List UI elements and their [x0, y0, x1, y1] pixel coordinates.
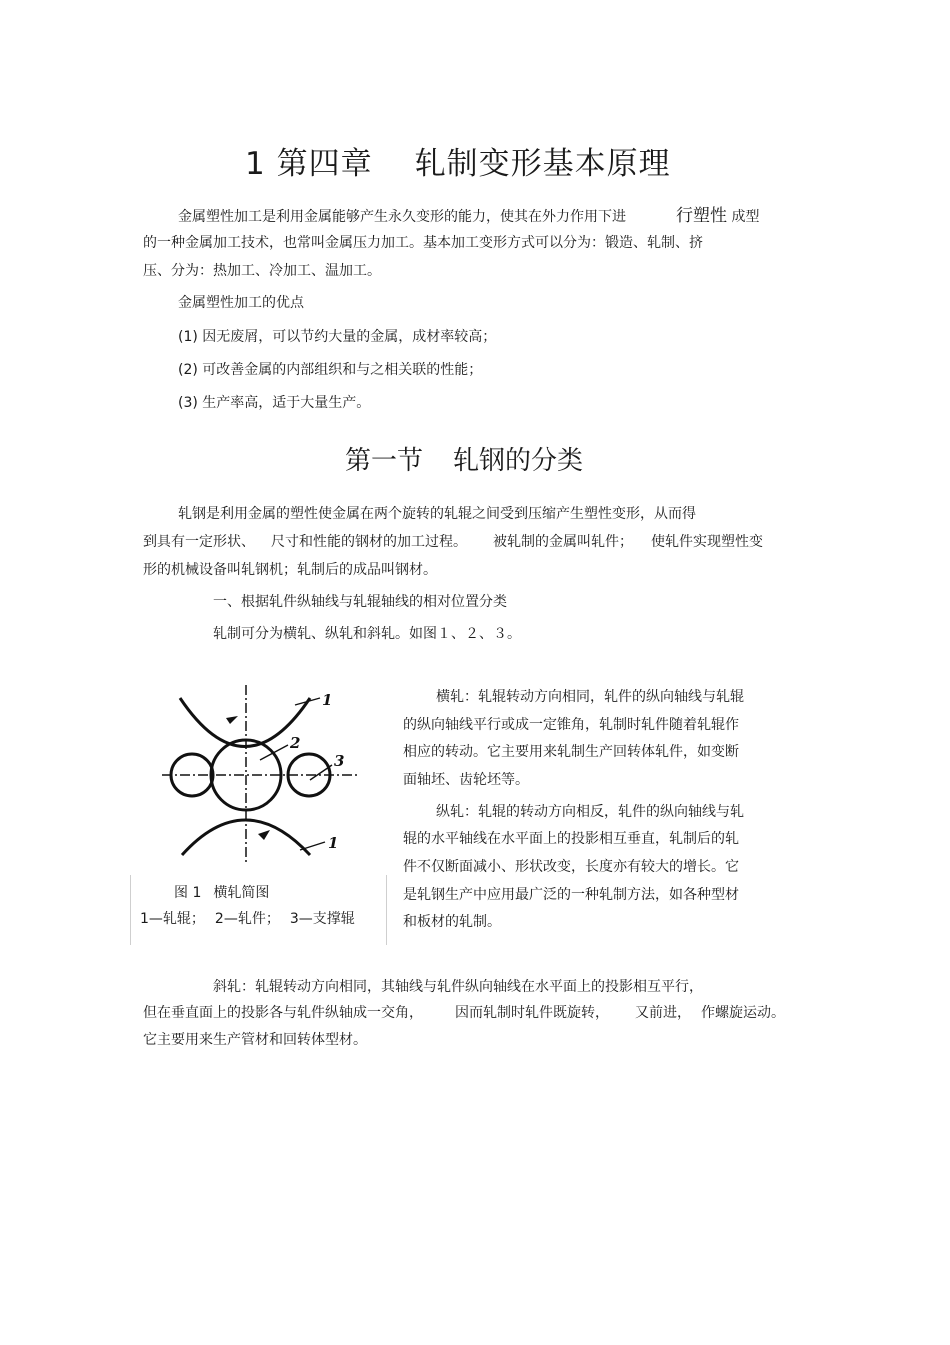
- oblique-line-1: 斜轧：轧辊转动方向相同，其轴线与轧件纵向轴线在水平面上的投影相互平行，: [213, 979, 703, 995]
- leader-line-4: [300, 842, 325, 850]
- section-label: 第一节: [345, 446, 424, 476]
- lower-rotation-arrow: [258, 830, 270, 840]
- oblique-line-2-c: 又前进，: [635, 1005, 691, 1021]
- right-column-line: 横轧：轧辊转动方向相同，轧件的纵向轴线与轧辊: [436, 689, 744, 705]
- right-column-line: 面轴坯、齿轮坯等。: [403, 772, 529, 788]
- figure-caption: [174, 882, 269, 902]
- section-line-2: [143, 533, 763, 551]
- chapter-title: [245, 138, 671, 183]
- classification-text: 轧制可分为横轧、纵轧和斜轧。如图１、２、３。: [213, 626, 521, 642]
- right-column-line: 的纵向轴线平行或成一定锥角，轧制时轧件随着轧辊作: [403, 717, 739, 733]
- advantage-item: (2) 可改善金属的内部组织和与之相关联的性能；: [178, 362, 483, 378]
- intro-line-1-emph: 行塑性: [676, 206, 727, 226]
- figure-legend: [140, 908, 355, 928]
- right-column-line: 纵轧：轧辊的转动方向相反，轧件的纵向轴线与轧: [436, 804, 744, 820]
- section-line-1: 轧钢是利用金属的塑性使金属在两个旋转的轧辊之间受到压缩产生塑性变形，从而得: [178, 506, 696, 522]
- intro-line-1-text: 金属塑性加工是利用金属能够产生永久变形的能力，使其在外力作用下进: [178, 209, 626, 225]
- legend-item-support: 3—支撑辊: [289, 911, 355, 927]
- figure-label-1-lower: 1: [328, 834, 339, 852]
- intro-line-1: [178, 207, 759, 226]
- figure-frame-right: [386, 875, 387, 945]
- figure-title: 横轧简图: [213, 885, 270, 901]
- chapter-number: 1: [245, 146, 266, 182]
- right-column-line: 件不仅断面减小、形状改变，长度亦有较大的增长。它: [403, 859, 739, 875]
- chapter-label: 第四章: [276, 146, 373, 182]
- figure-label-2: 2: [290, 734, 301, 752]
- right-column-line: 是轧钢生产中应用最广泛的一种轧制方法，如各种型材: [403, 887, 739, 903]
- oblique-line-3: 它主要用来生产管材和回转体型材。: [143, 1032, 367, 1048]
- figure-label-3: 3: [334, 752, 345, 770]
- section-line-3: 形的机械设备叫轧钢机；轧制后的成品叫钢材。: [143, 562, 437, 578]
- intro-line-1-end: 成型: [731, 209, 760, 225]
- advantages-heading: 金属塑性加工的优点: [178, 295, 304, 311]
- advantage-item: (3) 生产率高，适于大量生产。: [178, 395, 371, 411]
- section-line-2-d: 使轧件实现塑性变: [651, 534, 763, 550]
- intro-line-3: 压、分为：热加工、冷加工、温加工。: [143, 263, 381, 279]
- section-name: 轧钢的分类: [453, 446, 584, 476]
- leader-line-2: [260, 745, 288, 760]
- oblique-line-2-d: 作螺旋运动。: [701, 1005, 785, 1021]
- figure-frame-left: [130, 875, 131, 945]
- right-column-line: 辊的水平轴线在水平面上的投影相互垂直，轧制后的轧: [403, 831, 739, 847]
- right-column-line: 和板材的轧制。: [403, 914, 501, 930]
- legend-item-roll: 1—轧辊；: [140, 911, 205, 927]
- chapter-name: 轧制变形基本原理: [414, 146, 671, 182]
- oblique-line-2-a: 但在垂直面上的投影各与轧件纵轴成一交角，: [143, 1005, 423, 1021]
- cross-rolling-diagram: [160, 680, 360, 870]
- oblique-line-2: [143, 1004, 785, 1022]
- advantage-item: (1) 因无废屑，可以节约大量的金属，成材率较高；: [178, 329, 497, 345]
- section-line-2-a: 到具有一定形状、: [143, 534, 255, 550]
- section-title: [345, 440, 583, 477]
- upper-rotation-arrow: [226, 716, 238, 724]
- classification-heading: 一、根据轧件纵轴线与轧辊轴线的相对位置分类: [213, 594, 507, 610]
- figure-number: 图 1: [174, 885, 202, 901]
- section-line-2-b: 尺寸和性能的钢材的加工过程。: [271, 534, 467, 550]
- figure-label-1: 1: [322, 691, 333, 709]
- legend-item-workpiece: 2—轧件；: [214, 911, 280, 927]
- intro-line-2: 的一种金属加工技术，也常叫金属压力加工。基本加工变形方式可以分为：锻造、轧制、挤: [143, 235, 703, 251]
- oblique-line-2-b: 因而轧制时轧件既旋转，: [455, 1005, 609, 1021]
- right-column-line: 相应的转动。它主要用来轧制生产回转体轧件，如变断: [403, 744, 739, 760]
- section-line-2-c: 被轧制的金属叫轧件；: [493, 534, 633, 550]
